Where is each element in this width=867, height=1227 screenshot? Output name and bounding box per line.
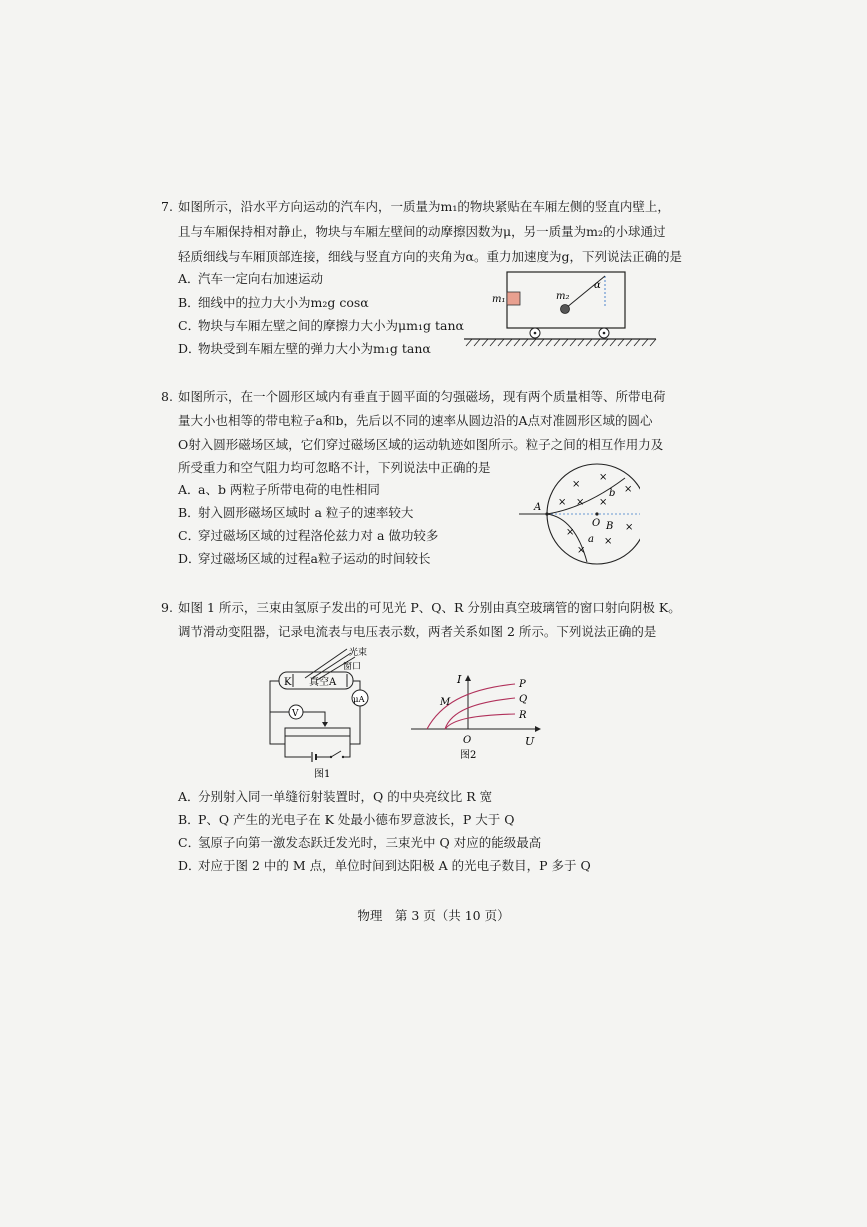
axis-I-label: I bbox=[457, 673, 462, 686]
option-label: D． bbox=[178, 858, 201, 873]
q9-option-b[interactable] bbox=[178, 812, 515, 828]
q7-option-d[interactable] bbox=[178, 341, 431, 357]
q9-option-c[interactable] bbox=[178, 835, 541, 851]
light-beam bbox=[305, 649, 347, 678]
origin-O-label: O bbox=[463, 735, 472, 746]
option-text: 物块受到车厢左壁的弹力大小为m₁g tanα bbox=[198, 341, 431, 356]
svg-text:×: × bbox=[599, 472, 608, 483]
m1-label: m₁ bbox=[492, 294, 506, 305]
label-B: B bbox=[606, 521, 614, 532]
option-text: 穿过磁场区域的过程洛伦兹力对 a 做功较多 bbox=[198, 528, 439, 543]
svg-text:×: × bbox=[599, 497, 608, 508]
option-label: C． bbox=[178, 528, 201, 543]
fig1-caption: 图1 bbox=[314, 769, 331, 780]
q7-line-2: 且与车厢保持相对静止，物块与车厢左壁间的动摩擦因数为μ，另一质量为m₂的小球通过 bbox=[178, 224, 666, 239]
q9-line-1: 如图 1 所示，三束由氢原子发出的可见光 P、Q、R 分别由真空玻璃管的窗口射向阴极 K。 bbox=[178, 600, 681, 615]
option-label: C． bbox=[178, 835, 201, 850]
option-text: 射入圆形磁场区域时 a 粒子的速率较大 bbox=[198, 505, 414, 520]
curve-Q bbox=[445, 698, 515, 729]
q8-option-b[interactable] bbox=[178, 505, 413, 521]
voltmeter-label: V bbox=[292, 709, 299, 719]
label-O: O bbox=[592, 518, 601, 529]
alpha-label: α bbox=[594, 280, 601, 291]
q7-line-3: 轻质细线与车厢顶部连接，细线与竖直方向的夹角为α。重力加速度为g，下列说法正确的是 bbox=[178, 249, 682, 264]
option-text: 对应于图 2 中的 M 点，单位时间到达阳极 A 的光电子数目，P 多于 Q bbox=[198, 858, 591, 873]
svg-text:×: × bbox=[576, 497, 585, 508]
option-label: A． bbox=[178, 271, 200, 286]
option-label: D． bbox=[178, 551, 201, 566]
q7-option-b[interactable] bbox=[178, 295, 369, 311]
page-footer: 物理 第 3 页（共 10 页） bbox=[357, 908, 510, 923]
q7-number: 7. bbox=[161, 199, 173, 214]
q8-option-d[interactable] bbox=[178, 551, 430, 567]
point-O bbox=[595, 512, 598, 515]
q7-line-1: 如图所示，沿水平方向运动的汽车内，一质量为m₁的物块紧贴在车厢左侧的竖直内壁上， bbox=[178, 199, 670, 214]
option-label: D． bbox=[178, 341, 201, 356]
option-text: 物块与车厢左壁之间的摩擦力大小为μm₁g tanα bbox=[198, 318, 464, 333]
q9-number: 9. bbox=[161, 600, 173, 615]
option-label: B． bbox=[178, 812, 200, 827]
option-text: a、b 两粒子所带电荷的电性相同 bbox=[198, 482, 380, 497]
ball-m2 bbox=[561, 305, 570, 314]
option-label: B． bbox=[178, 295, 200, 310]
tube-label: 真空A bbox=[309, 677, 337, 688]
svg-text:×: × bbox=[625, 522, 634, 533]
label-Q: Q bbox=[519, 694, 528, 705]
q8-line-2: 量大小也相等的带电粒子a和b，先后以不同的速率从圆边沿的A点对准圆形区域的圆心 bbox=[178, 413, 653, 428]
option-text: 氢原子向第一激发态跃迁发光时，三束光中 Q 对应的能级最高 bbox=[198, 835, 542, 850]
light-label: 光束 bbox=[349, 648, 368, 658]
q7-option-a[interactable] bbox=[178, 271, 323, 287]
q8-number: 8. bbox=[161, 389, 173, 404]
q9-fig1-circuit bbox=[265, 645, 380, 780]
q8-option-a[interactable] bbox=[178, 482, 380, 498]
wire-right-top bbox=[353, 681, 360, 690]
label-b: b bbox=[609, 488, 616, 499]
fig2-caption: 图2 bbox=[460, 750, 477, 761]
curve-R bbox=[445, 714, 515, 729]
q7-option-c[interactable] bbox=[178, 318, 464, 334]
rheostat bbox=[285, 728, 350, 736]
wire-right-bottom bbox=[350, 706, 360, 744]
q8-option-c[interactable] bbox=[178, 528, 438, 544]
label-P: P bbox=[519, 679, 526, 690]
option-text: 穿过磁场区域的过程a粒子运动的时间较长 bbox=[198, 551, 431, 566]
block-m1 bbox=[507, 292, 520, 305]
option-text: 分别射入同一单缝衍射装置时，Q 的中央亮纹比 R 宽 bbox=[198, 789, 493, 804]
m2-label: m₂ bbox=[556, 291, 570, 302]
label-a: a bbox=[588, 534, 594, 545]
q8-line-4: 所受重力和空气阻力均可忽略不计，下列说法中正确的是 bbox=[178, 460, 491, 475]
svg-text:×: × bbox=[558, 497, 567, 508]
svg-text:×: × bbox=[577, 545, 586, 556]
tube-K-label: K bbox=[284, 677, 292, 688]
option-label: B． bbox=[178, 505, 200, 520]
q8-line-3: O射入圆形磁场区域，它们穿过磁场区域的运动轨迹如图所示。粒子之间的相互作用力及 bbox=[178, 437, 664, 452]
option-label: C． bbox=[178, 318, 201, 333]
q9-fig2-iu-graph bbox=[405, 665, 545, 780]
option-text: 汽车一定向右加速运动 bbox=[198, 271, 324, 286]
q9-option-a[interactable] bbox=[178, 789, 492, 805]
option-text: P、Q 产生的光电子在 K 处最小德布罗意波长，P 大于 Q bbox=[198, 812, 515, 827]
option-text: 细线中的拉力大小为m₂g cosα bbox=[198, 295, 369, 310]
svg-text:×: × bbox=[566, 527, 575, 538]
switch bbox=[331, 751, 341, 757]
q9-line-2: 调节滑动变阻器，记录电流表与电压表示数，两者关系如图 2 所示。下列说法正确的是 bbox=[178, 624, 657, 639]
option-label: A． bbox=[178, 789, 200, 804]
q7-car-figure bbox=[460, 266, 660, 352]
q9-option-d[interactable] bbox=[178, 858, 591, 874]
ammeter-label: μA bbox=[353, 695, 365, 705]
label-A: A bbox=[534, 502, 542, 513]
svg-text:×: × bbox=[624, 484, 633, 495]
label-M: M bbox=[440, 697, 451, 708]
ground-hatching bbox=[466, 339, 656, 346]
svg-text:×: × bbox=[604, 536, 613, 547]
window-label: 窗口 bbox=[343, 662, 362, 672]
option-label: A． bbox=[178, 482, 200, 497]
svg-text:×: × bbox=[572, 479, 581, 490]
label-R: R bbox=[519, 710, 527, 721]
q8-magnetic-field-figure bbox=[515, 462, 640, 567]
q8-line-1: 如图所示，在一个圆形区域内有垂直于圆平面的匀强磁场，现有两个质量相等、所带电荷 bbox=[178, 389, 666, 404]
axis-U-label: U bbox=[525, 735, 535, 748]
